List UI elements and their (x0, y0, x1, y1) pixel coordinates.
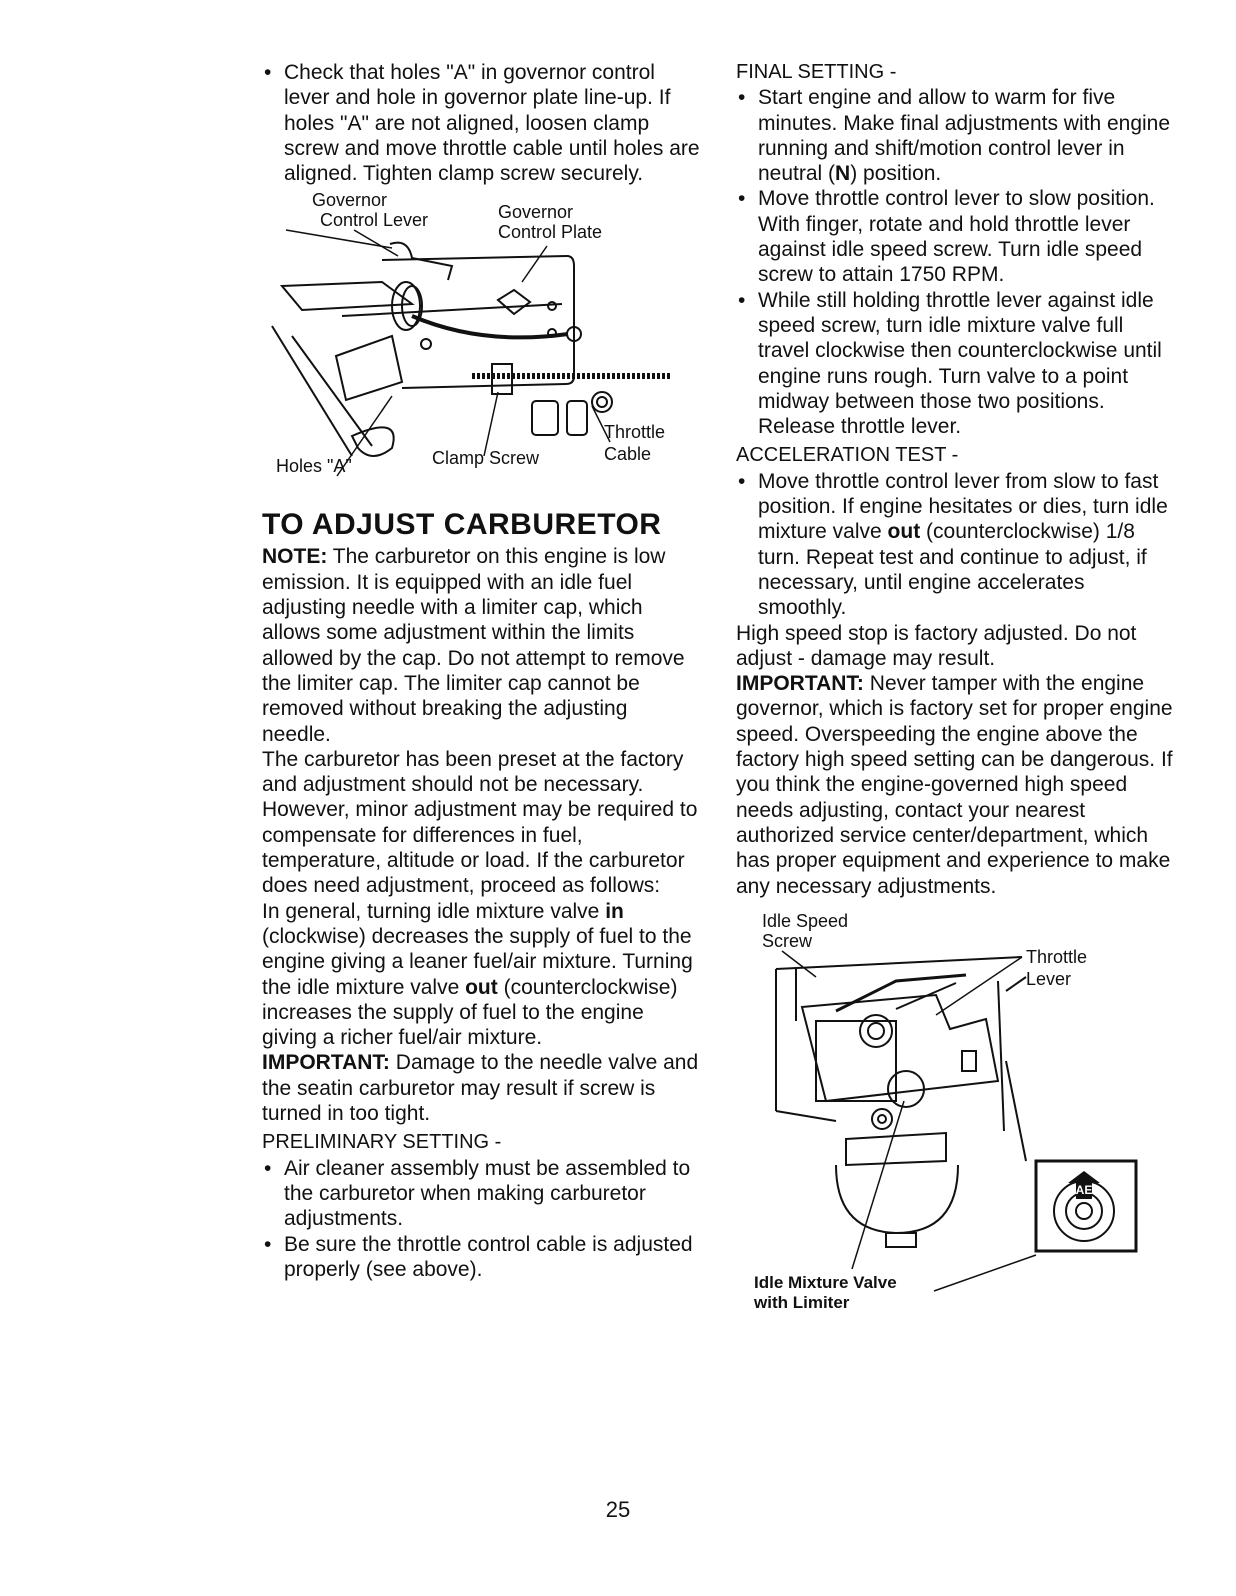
inset-logo-text: AE (1075, 1182, 1093, 1197)
accel-bullet-1 (736, 469, 1176, 621)
final-bullet-1-n: N (835, 162, 851, 186)
label-governor-plate-2: Control Plate (498, 222, 603, 243)
important-paragraph-right (736, 671, 1176, 899)
final-bullet-2 (736, 186, 1176, 287)
general-text-1: In general, turning idle mixture valve (262, 899, 606, 923)
final-bullet-2-text: Move throttle control lever to slow position. With finger, rotate and hold throttle lever against idle speed screw. Turn idle speed screw to attain 1750 RPM. (758, 187, 1155, 287)
throttle-lever (836, 975, 966, 1011)
governor-check-bullet (262, 60, 702, 186)
plate-slot (498, 290, 530, 314)
important-label-left: IMPORTANT: (262, 1051, 390, 1075)
preset-paragraph: The carburetor has been preset at the factory and adjustment should not be necessary. However, minor adjustment may be required to compensate for differences in fuel, temperature, altitude or load. If the carburetor does need adjustment, proceed as follows: (262, 747, 698, 898)
general-in: in (605, 899, 624, 923)
label-governor-lever-2: Control Lever (320, 210, 429, 231)
left-column (262, 60, 702, 1282)
label-throttle-cable-1: Throttle (604, 422, 666, 443)
accel-bullet-text-a: Move throttle control lever from slow to fast position. If engine hesitates or dies, turn idle mixture valve (758, 469, 1168, 544)
final-bullet-1-text-b: ) position. (850, 162, 942, 186)
throttle-shaft (860, 1015, 892, 1047)
accel-bullet-out: out (887, 520, 921, 544)
label-governor-lever-1: Governor (312, 190, 388, 211)
label-throttle-lever-2: Lever (1026, 968, 1072, 989)
label-throttle-cable-2: Cable (604, 444, 652, 465)
label-idle-speed-screw-1: Idle Speed (762, 910, 849, 931)
governor-figure (262, 186, 702, 498)
prelim-bullet-2 (262, 1232, 702, 1283)
important-label-right: IMPORTANT: (736, 672, 864, 696)
important-text-right: Never tamper with the engine governor, which is factory set for proper engine speed. Overspeeding the engine above the factory high speed setting can be dangerous. If you think the engine-governed high speed needs adjusting, contact your nearest authorized service center/department, which has proper equipment and experience to make any necessary adjustments. (736, 672, 1173, 898)
final-bullet-3 (736, 288, 1176, 440)
section-heading: TO ADJUST CARBURETOR (262, 508, 662, 542)
prelim-bullet-2-text: Be sure the throttle control cable is adjusted properly (see above). (284, 1232, 693, 1281)
label-idle-mixture-valve-1: Idle Mixture Valve (754, 1272, 897, 1292)
general-paragraph (262, 899, 702, 1051)
carburetor-body (802, 995, 998, 1101)
idle-mixture-valve (888, 1071, 924, 1107)
prelim-label: PRELIMINARY SETTING - (262, 1131, 502, 1154)
right-column (736, 60, 1176, 1312)
label-clamp-screw: Clamp Screw (432, 448, 540, 469)
important-text-left: Damage to the needle valve and the seatin carburetor may result if screw is turned in too tight. (262, 1051, 699, 1126)
carburetor-figure (736, 910, 1176, 1312)
label-throttle-lever-1: Throttle (1026, 946, 1088, 967)
acceleration-test-label: ACCELERATION TEST - (736, 444, 959, 467)
holes-a-ring (352, 428, 394, 457)
final-bullet-1 (736, 85, 1176, 186)
label-governor-plate-1: Governor (498, 202, 574, 223)
label-idle-speed-screw-2: Screw (762, 930, 813, 951)
fuel-bowl (836, 1165, 958, 1233)
general-text-2: (clockwise) decreases the supply of fuel to the engine giving a leaner fuel/air mixture. Turning the idle mixture valve (262, 924, 693, 999)
final-setting-label: FINAL SETTING - (736, 61, 897, 83)
high-speed-paragraph: High speed stop is factory adjusted. Do not adjust - damage may result. (736, 621, 1137, 670)
carburetor-diagram (736, 911, 1176, 1301)
page-number: 25 (605, 1497, 631, 1522)
note-paragraph (262, 544, 702, 746)
label-idle-mixture-valve-2: with Limiter (754, 1292, 850, 1312)
important-paragraph-left (262, 1050, 702, 1126)
note-label: NOTE: (262, 545, 328, 569)
governor-check-text: • Check that holes "A" in governor control lever and hole in governor plate line-up. If holes "A" are not aligned, loosen clamp screw and move throttle cable until holes are aligned. Tighten clamp screw securely. (284, 61, 700, 186)
note-text: The carburetor on this engine is low emission. It is equipped with an idle fuel adjusting needle with a limiter cap, which allows some adjustment within the limits allowed by the cap. Do not attempt to remove the limiter cap. The limiter cap cannot be removed without breaking the adjusting needle. (262, 545, 685, 746)
governor-plate (382, 256, 574, 388)
accel-bullet-text-b: (counterclockwise) 1/8 turn. Repeat test and continue to adjust, if necessary, until engine accelerates smoothly. (758, 520, 1147, 620)
governor-bracket (336, 336, 402, 400)
label-holes-a: Holes "A" (276, 456, 352, 477)
general-out: out (465, 975, 498, 999)
prelim-bullet-1 (262, 1156, 702, 1232)
final-bullet-1-text-a: Start engine and allow to warm for five minutes. Make final adjustments with engine running and shift/motion control lever in neutral ( (758, 86, 1171, 186)
final-bullet-3-text: While still holding throttle lever against idle speed screw, turn idle mixture valve full travel clockwise then counterclockwise until engine runs rough. Turn valve to a point midway between those two positions. Release throttle lever. (758, 288, 1162, 439)
general-text-3: (counterclockwise) increases the supply of fuel to the engine giving a richer fuel/air mixture. (262, 975, 678, 1050)
prelim-bullet-1-text: Air cleaner assembly must be assembled to the carburetor when making carburetor adjustments. (284, 1156, 691, 1231)
clamp-nut (592, 392, 612, 412)
